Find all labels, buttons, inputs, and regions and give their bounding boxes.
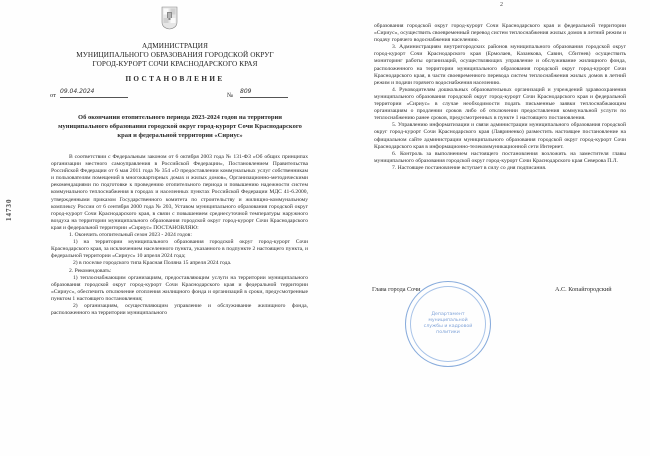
page-1-body <box>51 154 308 317</box>
paragraph: 4. Руководителям дошкольных образовательных организаций и учреждений здравоохранения муниципального образования городской округ город-курорт Сочи Краснодарского края и федеральной территории «Сириус» в случае необходимости подать письменные заявки теплоснабжающим организациям о продлении сроков либо об отключении предоставления коммунальной услуги по теплоснабжению ранее сроков, предусмотренных в пункте 1 настоящего постановления. <box>374 86 626 122</box>
page-number: 2 <box>500 2 503 8</box>
paragraph: 7. Настоящее постановление вступает в силу со дня подписания. <box>392 164 547 171</box>
stamp-text: Департамент муниципальной службы и кадровой политики <box>423 312 473 335</box>
page-2-body <box>374 23 626 172</box>
number-label: № <box>227 92 234 99</box>
paragraph: 2) в поселке городского типа Красная Поляна 15 апреля 2024 года. <box>73 260 232 267</box>
date-value: 09.04.2024 <box>60 88 128 98</box>
paragraph: 2) организациям, осуществляющим управление и обслуживание жилищного фонда, расположенного на территории муниципального <box>51 302 308 317</box>
coat-of-arms-icon <box>161 6 178 30</box>
paragraph: 5. Управлению информатизации и связи администрации муниципального образования городской округ город-курорт Сочи Краснодарского края (Лавриненко) разместить настоящее постановление на официальном сайте администрации муниципального образования городской округ город-курорт Сочи Краснодарского края в информационно-телекоммуникационной сети Интернет. <box>374 122 626 150</box>
paragraph: 6. Контроль за выполнением настоящего постановления возложить на заместителя главы муниципального образования городской округ город-курорт Сочи Краснодарского края Северова П.Л. <box>374 150 626 164</box>
issuer-line-1: АДМИНИСТРАЦИЯ <box>142 42 208 50</box>
number-value: 809 <box>240 88 288 98</box>
official-stamp <box>405 281 491 367</box>
issuer-line-2: МУНИЦИПАЛЬНОГО ОБРАЗОВАНИЯ ГОРОДСКОЙ ОКРУГ <box>76 51 274 59</box>
document-title: Об окончании отопительного периода 2023-2024 годов на территории муниципального образования городской округ город-курорт Сочи Краснодарского края и федеральной территории «Сириус» <box>58 114 302 139</box>
paragraph: образования городской округ город-курорт Сочи Краснодарского края и федеральной территории «Сириус», осуществить своевременный перевод систем теплоснабжения жилых домов в летний режим и подачу горячего водоснабжения населению. <box>374 23 626 44</box>
paragraph: 1. Окончить отопительный сезон 2023 - 2024 годов: <box>69 232 192 239</box>
paragraph: В соответствии с Федеральным законом от 6 октября 2003 года № 131-ФЗ «Об общих принципах организации местного самоуправления в Российской Федерации», Постановлением Правительства Российской Федерации от 6 мая 2011 года № 354 «О предоставлении коммунальных услуг собственникам и пользователям помещений в многоквартирных домах и жилых домов», Организационно-методическими рекомендациями по подготовке к проведению отопительного периода и повышению надежности систем коммунального теплоснабжения в городах и населенных пунктах Российской Федерации МДС 41-6.2000, утвержденными приказом Государственного комитета по строительству и жилищно-коммунальному комплексу России от 6 сентября 2000 года № 203, Уставом муниципального образования городской округ город-курорт Сочи Краснодарского края, в связи с повышением среднесуточной температуры наружного воздуха на территории муниципального образования городской округ город-курорт Сочи Краснодарского края и федеральной территории «Сириус» ПОСТАНОВЛЯЮ: <box>51 154 308 231</box>
signature-name: А.С. Копайгородский <box>555 286 612 293</box>
paragraph: 1) теплоснабжающим организациям, предоставляющим услуги на территории муниципального образования городской округ город-курорт Сочи Краснодарского края и федеральной территории «Сириус», обеспечить отключение отопления жилищного фонда и организаций в сроки, предусмотренные пунктом 1 настоящего постановления; <box>51 274 308 302</box>
paragraph: 1) на территории муниципального образования городской округ город-курорт Сочи Краснодарского края, за исключением населенного пункта, указанного в подпункте 2 настоящего пункта, и федеральной территории «Сириус» 10 апреля 2024 года; <box>51 239 308 260</box>
issuer-line-3: ГОРОД-КУРОРТ СОЧИ КРАСНОДАРСКОГО КРАЯ <box>92 60 258 68</box>
paragraph: 2. Рекомендовать: <box>69 267 112 274</box>
document-type: ПОСТАНОВЛЕНИЕ <box>125 75 225 83</box>
registration-number: 14730 <box>5 198 13 222</box>
paragraph: 3. Администрациям внутригородских районов муниципального образования городской округ город-курорт Сочи Краснодарского края (Ермолаев, Казанкова, Савин, Сбитнев) осуществить мониторинг работы организаций, осуществляющих управление и обслуживание жилищного фонда, расположенного на территории муниципального образования городской округ город-курорт Сочи Краснодарского края, в части своевременного перевода систем теплоснабжения жилых домов в летний режим и подачи горячего водоснабжения населению. <box>374 44 626 86</box>
signature-role: Глава города Сочи <box>372 286 421 293</box>
date-label: от <box>50 92 57 99</box>
